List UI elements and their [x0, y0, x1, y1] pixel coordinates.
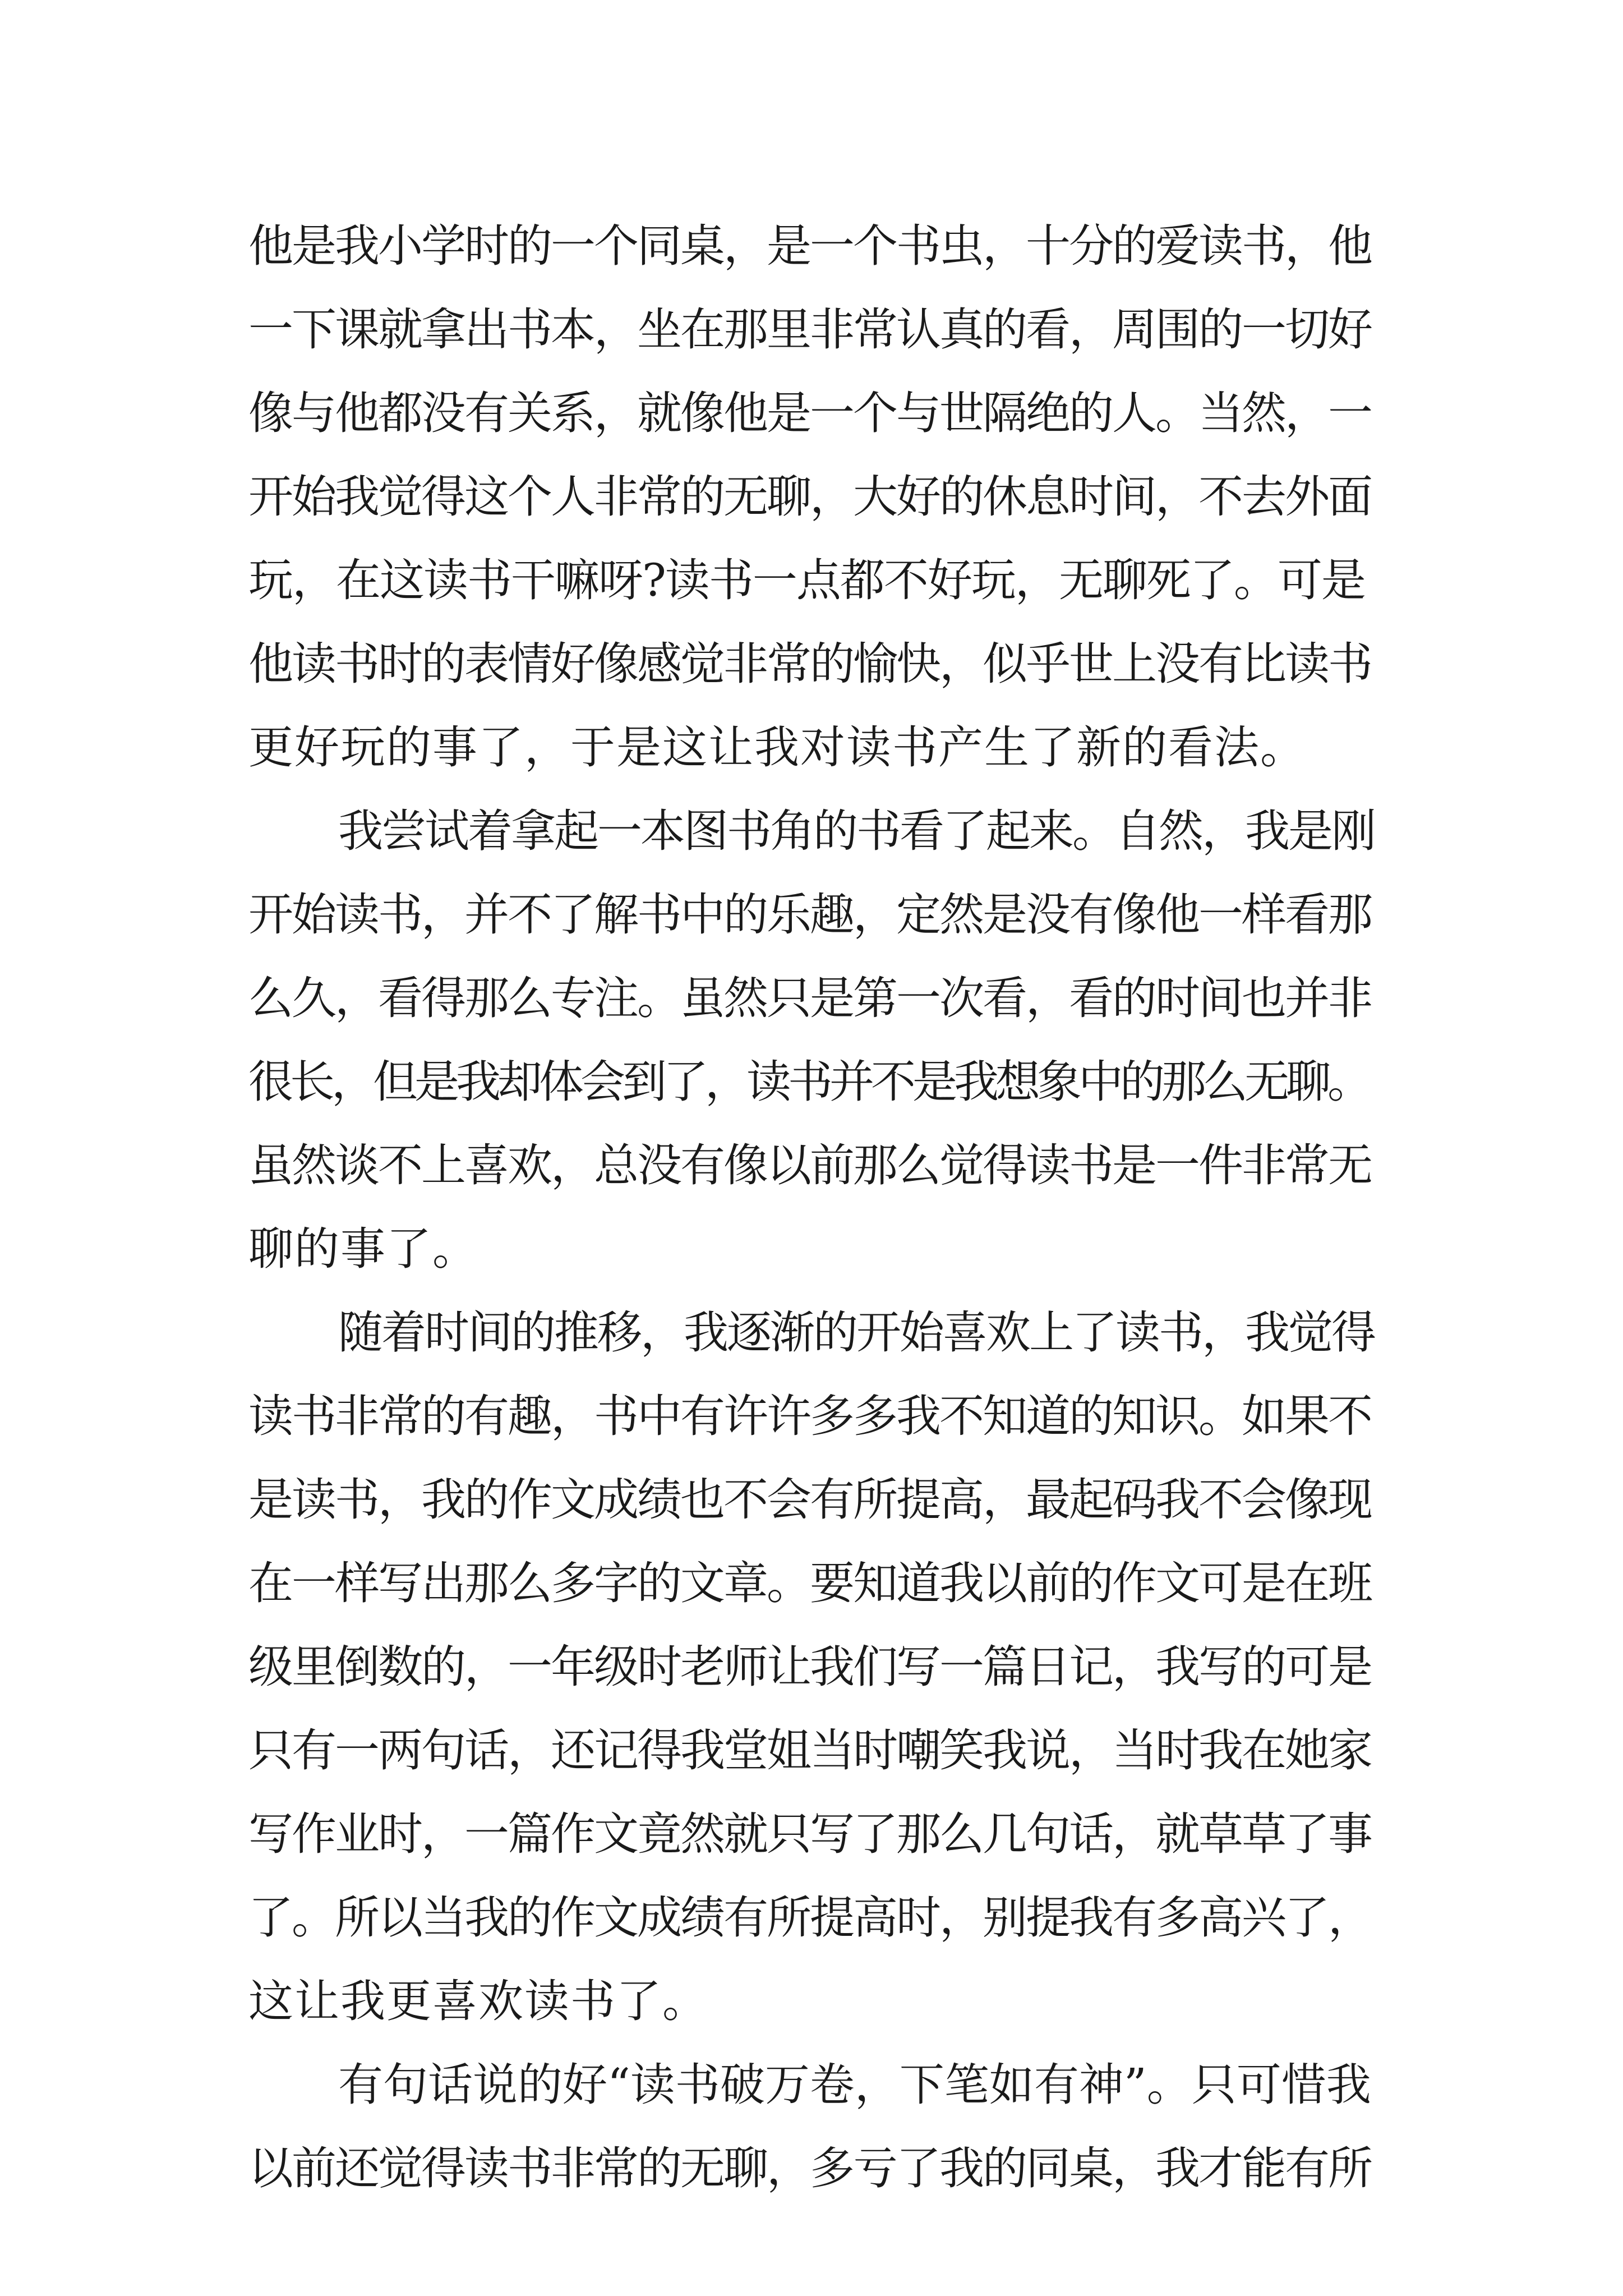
text-line: 了。所以当我的作文成绩有所提高时，别提我有多高兴了， [248, 1892, 1371, 1944]
text-line: 他读书时的表情好像感觉非常的愉快，似乎世上没有比读书 [248, 638, 1371, 690]
text-line: 在一样写出那么多字的文章。要知道我以前的作文可是在班 [248, 1557, 1371, 1609]
text-line: 随着时间的推移，我逐渐的开始喜欢上了读书，我觉得 [338, 1306, 1375, 1359]
text-line: 像与他都没有关系，就像他是一个与世隔绝的人。当然，一 [248, 387, 1371, 439]
text-line: 一下课就拿出书本，坐在那里非常认真的看，周围的一切好 [248, 303, 1371, 356]
text-line: 以前还觉得读书非常的无聊，多亏了我的同桌，我才能有所 [248, 2142, 1371, 2194]
text-line: 有句话说的好“读书破万卷，下笔如有神”。只可惜我 [338, 2059, 1371, 2111]
text-line: 更好玩的事了，于是这让我对读书产生了新的看法。 [248, 721, 1306, 774]
text-line: 么久，看得那么专注。虽然只是第一次看，看的时间也并非 [248, 972, 1371, 1024]
text-line: 是读书，我的作文成绩也不会有所提高，最起码我不会像现 [248, 1474, 1371, 1526]
text-line: 读书非常的有趣，书中有许许多多我不知道的知识。如果不 [248, 1390, 1371, 1442]
text-line: 虽然谈不上喜欢，总没有像以前那么觉得读书是一件非常无 [248, 1139, 1371, 1191]
text-line: 聊的事了。 [248, 1223, 478, 1275]
text-line: 只有一两句话，还记得我堂姐当时嘲笑我说，当时我在她家 [248, 1724, 1371, 1777]
text-line: 开始我觉得这个人非常的无聊，大好的休息时间，不去外面 [248, 471, 1371, 523]
text-line: 级里倒数的，一年级时老师让我们写一篇日记，我写的可是 [248, 1641, 1371, 1693]
text-line: 我尝试着拿起一本图书角的书看了起来。自然，我是刚 [338, 805, 1375, 857]
text-line: 他是我小学时的一个同桌，是一个书虫，十分的爱读书，他 [248, 220, 1371, 272]
text-line: 这让我更喜欢读书了。 [248, 1975, 708, 2027]
document-body [248, 204, 1376, 2210]
text-line: 开始读书，并不了解书中的乐趣，定然是没有像他一样看那 [248, 889, 1371, 941]
text-line: 玩，在这读书干嘛呀?读书一点都不好玩，无聊死了。可是 [248, 554, 1365, 606]
text-line: 写作业时，一篇作文竟然就只写了那么几句话，就草草了事 [248, 1808, 1371, 1860]
text-line: 很长，但是我却体会到了，读书并不是我想象中的那么无聊。 [248, 1056, 1369, 1108]
